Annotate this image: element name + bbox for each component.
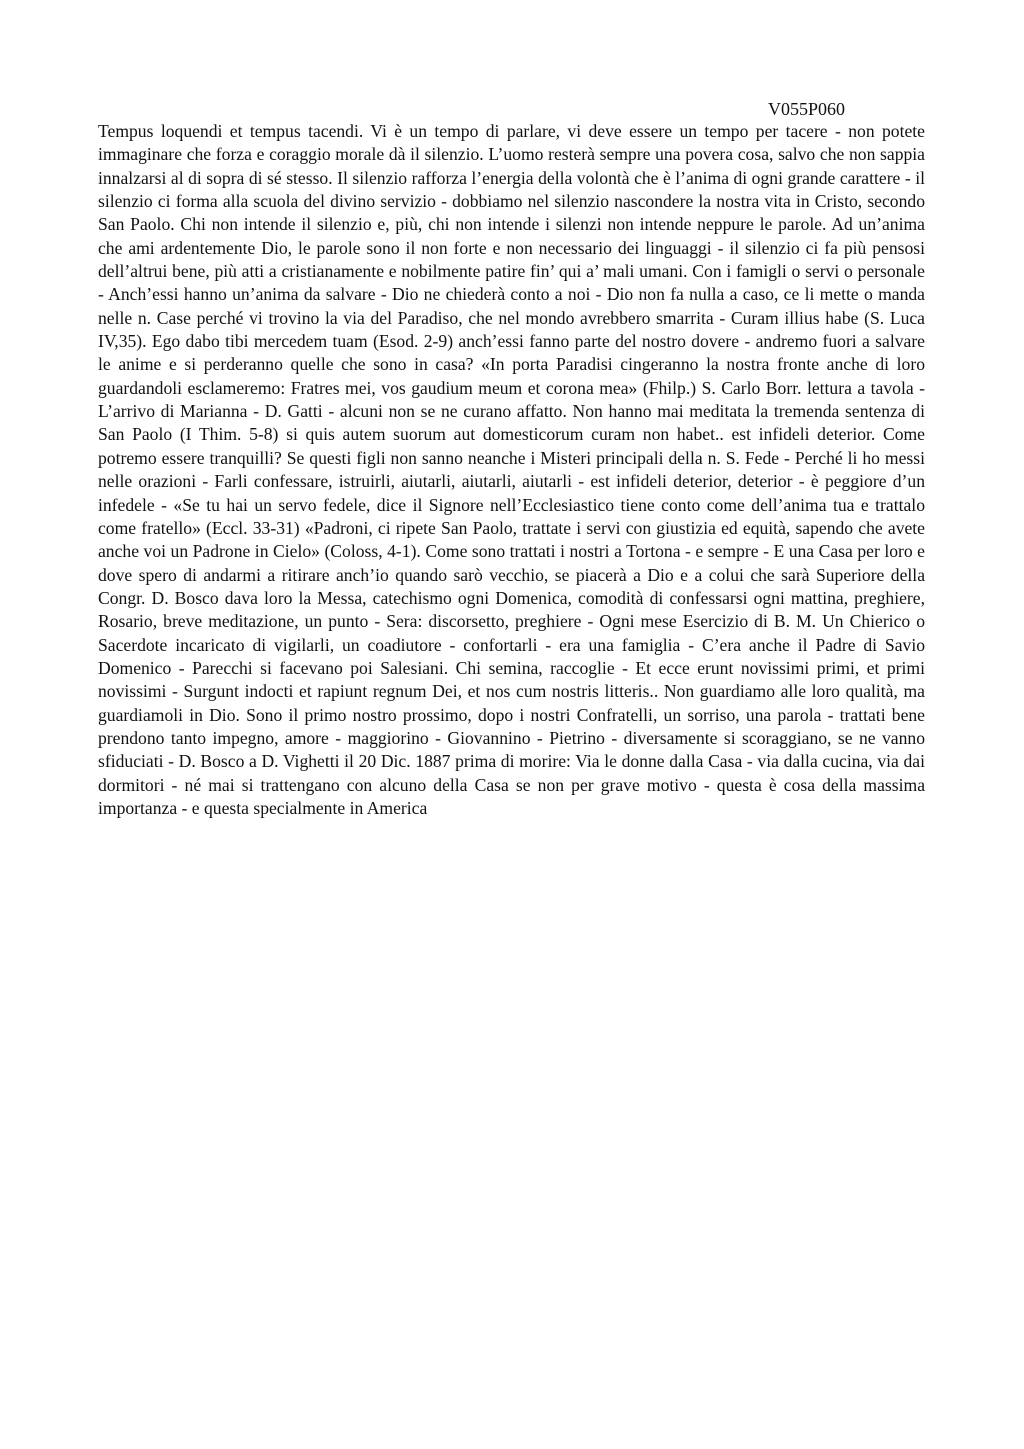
- page-code: V055P060: [768, 99, 846, 119]
- body-paragraph: Tempus loquendi et tempus tacendi. Vi è un tempo di parlare, vi deve essere un tempo per tacere - non potete immaginare che forza e coraggio morale dà il silenzio. L’uomo resterà sempre una povera cosa, salvo che non sappia innalzarsi al di sopra di sé stesso. Il silenzio rafforza l’energia della volontà che è l’anima di ogni grande carattere - il silenzio ci forma alla scuola del divino servizio - dobbiamo nel silenzio nascondere la nostra vita in Cristo, secondo San Paolo. Chi non intende il silenzio e, più, chi non intende i silenzi non intende neppure le parole. Ad un’anima che ami ardentemente Dio, le parole sono il non forte e non necessario dei linguaggi - il silenzio ci fa più pensosi dell’altrui bene, più atti a cristianamente e nobilmente patire fin’ qui a’ mali umani. Con i famigli o servi o personale - Anch’essi hanno un’anima da salvare - Dio ne chiederà conto a noi - Dio non fa nulla a caso, ce li mette o manda nelle n. Case perché vi trovino la via del Paradiso, che nel mondo avrebbero smarrita - Curam illius habe (S. Luca IV,35). Ego dabo tibi mercedem tuam (Esod. 2-9) anch’essi fanno parte del nostro dovere - andremo fuori a salvare le anime e si perderanno quelle che sono in casa? «In porta Paradisi cingeranno la nostra fronte anche di loro guardandoli esclameremo: Fratres mei, vos gaudium meum et corona mea» (Fhilp.) S. Carlo Borr. lettura a tavola - L’arrivo di Marianna - D. Gatti - alcuni non se ne curano affatto. Non hanno mai meditata la tremenda sentenza di San Paolo (I Thim. 5-8) si quis autem suorum aut domesticorum curam non habet.. est infideli deterior. Come potremo essere tranquilli? Se questi figli non sanno neanche i Misteri principali della n. S. Fede - Perché li ho messi nelle orazioni - Farli confessare, istruirli, aiutarli, aiutarli, aiutarli - est infideli deterior, deterior - è peggiore d’un infedele - «Se tu hai un servo fedele, dice il Signore nell’Ecclesiastico tiene conto come dell’anima tua e trattalo come fratello» (Eccl. 33-31) «Padroni, ci ripete San Paolo, trattate i servi con giustizia ed equità, sapendo che avete anche voi un Padrone in Cielo» (Coloss, 4-1). Come sono trattati i nostri a Tortona - e sempre - E una Casa per loro e dove spero di andarmi a ritirare anch’io quando sarò vecchio, se piacerà a Dio e a colui che sarà Superiore della Congr. D. Bosco dava loro la Messa, catechismo ogni Domenica, comodità di confessarsi ogni mattina, preghiere, Rosario, breve meditazione, un punto - Sera: discorsetto, preghiere - Ogni mese Esercizio di B. M. Un Chierico o Sacerdote incaricato di vigilarli, un coadiutore - confortarli - era una famiglia - C’era anche il Padre di Savio Domenico - Parecchi si facevano poi Salesiani. Chi semina, raccoglie - Et ecce erunt novissimi primi, et primi novissimi - Surgunt indocti et rapiunt regnum Dei, et nos cum nostris litteris.. Non guardiamo alle loro qualità, ma guardiamoli in Dio. Sono il primo nostro prossimo, dopo i nostri Confratelli, un sorriso, una parola - trattati bene prendono tanto impegno, amore - maggiorino - Giovannino - Pietrino - diversamente si scoraggiano, se ne vanno sfiduciati - D. Bosco a D. Vighetti il 20 Dic. 1887 prima di morire: Via le donne dalla Casa - via dalla cucina, via dai dormitori - né mai si trattengano con alcuno della Casa se non per grave motivo - questa è cosa della massima importanza - e questa specialmente in America: [98, 121, 925, 818]
